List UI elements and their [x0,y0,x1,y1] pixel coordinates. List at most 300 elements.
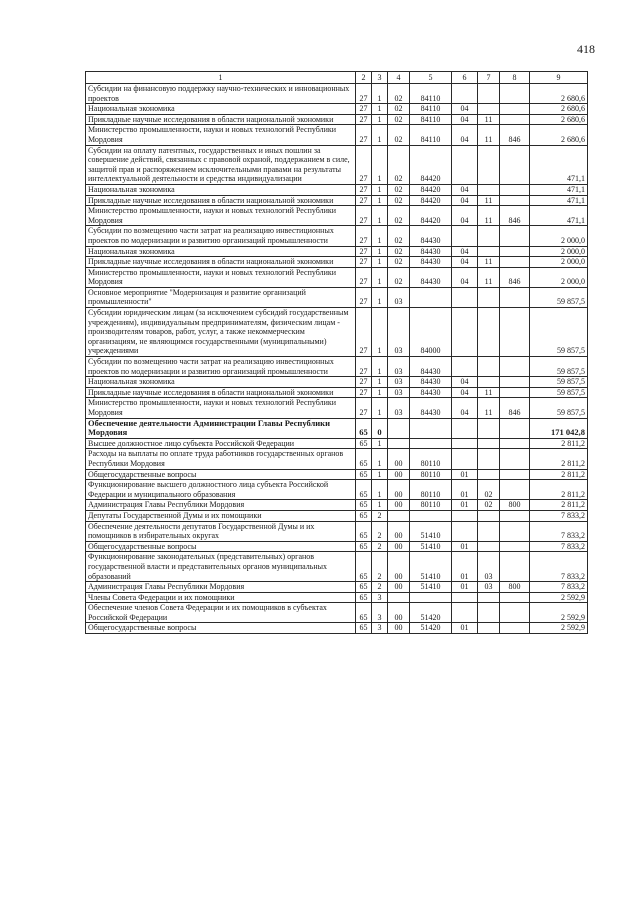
code-cell: 27 [356,308,372,357]
row-name: Субсидии по возмещению части затрат на реализацию инвестиционных проектов по модернизации и развитию организаций промышленности [86,357,356,377]
code-cell: 01 [452,582,478,593]
code-cell: 00 [388,449,410,469]
code-cell: 51410 [410,582,452,593]
code-cell [452,84,478,104]
code-cell: 03 [388,357,410,377]
table-row [86,623,588,634]
code-cell: 84430 [410,246,452,257]
code-cell [500,449,530,469]
amount-cell: 7 833,2 [530,552,588,582]
code-cell: 3 [372,623,388,634]
code-cell [478,377,500,388]
amount-cell: 7 833,2 [530,541,588,552]
code-cell [500,603,530,623]
code-cell: 01 [452,480,478,500]
row-name: Обеспечение деятельности Администрации Главы Республики Мордовия [86,418,356,438]
row-name: Общегосударственные вопросы [86,469,356,480]
code-cell: 84420 [410,206,452,226]
code-cell: 03 [388,377,410,388]
code-cell [478,84,500,104]
code-cell: 11 [478,257,500,268]
code-cell: 02 [388,145,410,184]
code-cell [500,623,530,634]
header-cell: 4 [388,72,410,84]
code-cell [500,84,530,104]
code-cell: 03 [388,287,410,307]
row-name: Прикладные научные исследования в области национальной экономики [86,257,356,268]
code-cell: 65 [356,541,372,552]
amount-cell: 2 680,6 [530,104,588,115]
header-cell: 7 [478,72,500,84]
table-row [86,357,588,377]
code-cell: 02 [388,267,410,287]
code-cell [500,377,530,388]
budget-table [85,71,588,634]
row-name: Национальная экономика [86,377,356,388]
amount-cell: 2 680,6 [530,84,588,104]
table-row [86,195,588,206]
code-cell: 27 [356,387,372,398]
code-cell: 84430 [410,267,452,287]
code-cell: 02 [388,246,410,257]
code-cell: 1 [372,257,388,268]
code-cell: 11 [478,267,500,287]
code-cell: 00 [388,541,410,552]
table-row [86,114,588,125]
code-cell [478,521,500,541]
code-cell [500,308,530,357]
code-cell: 1 [372,195,388,206]
code-cell: 00 [388,480,410,500]
code-cell: 3 [372,592,388,603]
code-cell [410,510,452,521]
code-cell [500,438,530,449]
code-cell: 02 [388,195,410,206]
amount-cell: 2 811,2 [530,469,588,480]
code-cell: 1 [372,308,388,357]
table-row [86,84,588,104]
code-cell: 84420 [410,195,452,206]
table-row [86,480,588,500]
code-cell: 65 [356,592,372,603]
code-cell: 65 [356,603,372,623]
amount-cell: 59 857,5 [530,308,588,357]
code-cell: 01 [452,552,478,582]
code-cell: 02 [388,84,410,104]
code-cell: 2 [372,521,388,541]
amount-cell: 2 000,0 [530,226,588,246]
code-cell: 51420 [410,623,452,634]
code-cell: 02 [388,104,410,115]
code-cell [452,418,478,438]
code-cell [452,521,478,541]
code-cell: 00 [388,603,410,623]
code-cell [478,603,500,623]
amount-cell: 59 857,5 [530,287,588,307]
row-name: Члены Совета Федерации и их помощники [86,592,356,603]
code-cell: 11 [478,387,500,398]
code-cell [410,438,452,449]
code-cell: 11 [478,195,500,206]
code-cell: 27 [356,104,372,115]
code-cell: 84110 [410,125,452,145]
amount-cell: 2 000,0 [530,267,588,287]
table-row [86,257,588,268]
code-cell: 80110 [410,480,452,500]
code-cell: 01 [452,541,478,552]
code-cell: 02 [478,500,500,511]
amount-cell: 59 857,5 [530,357,588,377]
code-cell: 3 [372,603,388,623]
code-cell [478,623,500,634]
code-cell [478,308,500,357]
amount-cell: 59 857,5 [530,387,588,398]
code-cell: 800 [500,582,530,593]
code-cell: 846 [500,206,530,226]
row-name: Субсидии юридическим лицам (за исключением субсидий государственным учреждениям), индивидуальным предпринимателям, физическим лицам - производителям товаров, работ, услуг, а также некоммерческим организациям, не являющимся государственными (муниципальными) учреждениями [86,308,356,357]
amount-cell: 59 857,5 [530,377,588,388]
code-cell: 84430 [410,377,452,388]
code-cell: 03 [388,387,410,398]
code-cell [500,592,530,603]
code-cell: 04 [452,114,478,125]
header-row [86,72,588,84]
code-cell: 27 [356,377,372,388]
table-row [86,418,588,438]
amount-cell: 7 833,2 [530,582,588,593]
table-row [86,287,588,307]
table-row [86,104,588,115]
code-cell: 04 [452,257,478,268]
code-cell: 65 [356,510,372,521]
code-cell [388,438,410,449]
row-name: Национальная экономика [86,184,356,195]
code-cell: 01 [452,500,478,511]
table-row [86,541,588,552]
code-cell: 27 [356,195,372,206]
code-cell: 04 [452,195,478,206]
code-cell: 27 [356,357,372,377]
row-name: Министерство промышленности, науки и новых технологий Республики Мордовия [86,398,356,418]
code-cell [478,418,500,438]
row-name: Депутаты Государственной Думы и их помощники [86,510,356,521]
header-cell: 1 [86,72,356,84]
code-cell: 1 [372,469,388,480]
code-cell: 27 [356,267,372,287]
table-row [86,387,588,398]
code-cell: 84430 [410,257,452,268]
code-cell: 1 [372,480,388,500]
code-cell: 27 [356,125,372,145]
amount-cell: 2 592,9 [530,623,588,634]
row-name: Субсидии по возмещению части затрат на реализацию инвестиционных проектов по модернизации и развитию организаций промышленности [86,226,356,246]
code-cell: 02 [388,257,410,268]
table-row [86,438,588,449]
code-cell: 2 [372,552,388,582]
code-cell [452,603,478,623]
page-number: 418 [577,42,595,56]
table-row [86,592,588,603]
row-name: Субсидии на финансовую поддержку научно-технических и инновационных проектов [86,84,356,104]
code-cell: 02 [388,226,410,246]
table-row [86,145,588,184]
code-cell: 04 [452,125,478,145]
row-name: Общегосударственные вопросы [86,541,356,552]
row-name: Расходы на выплаты по оплате труда работников государственных органов Республики Мордовия [86,449,356,469]
code-cell: 04 [452,206,478,226]
code-cell: 03 [478,582,500,593]
code-cell: 65 [356,552,372,582]
code-cell [410,592,452,603]
code-cell [478,145,500,184]
code-cell [500,521,530,541]
code-cell [388,592,410,603]
code-cell [478,438,500,449]
table-row [86,510,588,521]
code-cell [452,449,478,469]
table-row [86,184,588,195]
code-cell: 51410 [410,521,452,541]
code-cell: 1 [372,357,388,377]
code-cell: 02 [478,480,500,500]
code-cell: 65 [356,500,372,511]
code-cell: 2 [372,510,388,521]
header-cell: 6 [452,72,478,84]
amount-cell: 2 000,0 [530,257,588,268]
code-cell [452,592,478,603]
code-cell: 00 [388,623,410,634]
code-cell: 03 [388,308,410,357]
table-row [86,226,588,246]
table-row [86,267,588,287]
code-cell: 1 [372,246,388,257]
code-cell: 1 [372,184,388,195]
code-cell [478,246,500,257]
code-cell: 84420 [410,145,452,184]
code-cell: 2 [372,541,388,552]
code-cell: 04 [452,246,478,257]
code-cell: 65 [356,469,372,480]
code-cell [500,226,530,246]
table-row [86,377,588,388]
code-cell: 84430 [410,398,452,418]
amount-cell: 471,1 [530,184,588,195]
amount-cell: 2 811,2 [530,500,588,511]
code-cell [500,510,530,521]
code-cell: 65 [356,623,372,634]
code-cell: 1 [372,398,388,418]
code-cell: 03 [478,552,500,582]
code-cell: 02 [388,114,410,125]
code-cell: 65 [356,418,372,438]
code-cell [452,510,478,521]
amount-cell: 471,1 [530,145,588,184]
code-cell [388,418,410,438]
code-cell [452,226,478,246]
code-cell: 27 [356,246,372,257]
code-cell: 27 [356,398,372,418]
code-cell [478,226,500,246]
code-cell [500,104,530,115]
code-cell: 1 [372,206,388,226]
header-cell: 3 [372,72,388,84]
row-name: Национальная экономика [86,246,356,257]
code-cell: 11 [478,206,500,226]
table-row [86,582,588,593]
row-name: Высшее должностное лицо субъекта Российской Федерации [86,438,356,449]
code-cell: 65 [356,449,372,469]
amount-cell: 471,1 [530,195,588,206]
code-cell: 04 [452,377,478,388]
table-row [86,206,588,226]
code-cell: 04 [452,267,478,287]
row-name: Прикладные научные исследования в области национальной экономики [86,114,356,125]
code-cell: 01 [452,469,478,480]
row-name: Прикладные научные исследования в области национальной экономики [86,387,356,398]
code-cell: 84000 [410,308,452,357]
code-cell [500,195,530,206]
code-cell: 84110 [410,114,452,125]
code-cell: 1 [372,267,388,287]
code-cell: 00 [388,582,410,593]
code-cell: 27 [356,84,372,104]
code-cell: 1 [372,377,388,388]
table-row [86,500,588,511]
row-name: Обеспечение деятельности депутатов Государственной Думы и их помощников в избирательных округах [86,521,356,541]
code-cell: 51410 [410,541,452,552]
code-cell: 80110 [410,449,452,469]
code-cell [452,308,478,357]
code-cell: 27 [356,226,372,246]
code-cell [500,541,530,552]
code-cell [478,592,500,603]
code-cell [500,418,530,438]
code-cell [500,469,530,480]
code-cell [500,387,530,398]
code-cell [410,418,452,438]
code-cell: 65 [356,480,372,500]
code-cell: 04 [452,387,478,398]
row-name: Администрация Главы Республики Мордовия [86,500,356,511]
code-cell: 1 [372,387,388,398]
table-row [86,398,588,418]
code-cell: 84110 [410,104,452,115]
code-cell [452,145,478,184]
amount-cell: 2 680,6 [530,125,588,145]
code-cell [388,510,410,521]
row-name: Общегосударственные вопросы [86,623,356,634]
code-cell [478,357,500,377]
header-cell: 8 [500,72,530,84]
table-row [86,521,588,541]
code-cell [500,552,530,582]
code-cell: 02 [388,125,410,145]
code-cell: 51410 [410,552,452,582]
code-cell [478,184,500,195]
row-name: Прикладные научные исследования в области национальной экономики [86,195,356,206]
code-cell: 2 [372,582,388,593]
table-row [86,603,588,623]
code-cell: 27 [356,206,372,226]
amount-cell: 59 857,5 [530,398,588,418]
code-cell: 84430 [410,387,452,398]
code-cell: 65 [356,582,372,593]
code-cell: 84430 [410,357,452,377]
code-cell: 00 [388,500,410,511]
row-name: Субсидии на оплату патентных, государственных и иных пошлин за совершение действий, связанных с правовой охраной, поддержанием в силе, защитой прав и распоряжением исключительными правами на результаты интеллектуальной деятельности и средства индивидуализации [86,145,356,184]
row-name: Министерство промышленности, науки и новых технологий Республики Мордовия [86,267,356,287]
code-cell [500,246,530,257]
code-cell [500,184,530,195]
code-cell: 00 [388,552,410,582]
code-cell [478,287,500,307]
amount-cell: 471,1 [530,206,588,226]
amount-cell: 2 811,2 [530,449,588,469]
amount-cell: 171 042,8 [530,418,588,438]
code-cell: 04 [452,104,478,115]
code-cell: 846 [500,125,530,145]
code-cell: 00 [388,469,410,480]
code-cell: 846 [500,398,530,418]
code-cell [500,257,530,268]
code-cell: 02 [388,184,410,195]
code-cell: 51420 [410,603,452,623]
row-name: Национальная экономика [86,104,356,115]
code-cell [500,287,530,307]
code-cell: 80110 [410,469,452,480]
row-name: Министерство промышленности, науки и новых технологий Республики Мордовия [86,125,356,145]
code-cell [478,541,500,552]
amount-cell: 7 833,2 [530,510,588,521]
amount-cell: 2 000,0 [530,246,588,257]
code-cell: 11 [478,398,500,418]
amount-cell: 7 833,2 [530,521,588,541]
row-name: Основное мероприятие "Модернизация и развитие организаций промышленности" [86,287,356,307]
amount-cell: 2 811,2 [530,438,588,449]
code-cell: 1 [372,145,388,184]
code-cell: 65 [356,521,372,541]
header-cell: 2 [356,72,372,84]
code-cell: 02 [388,206,410,226]
amount-cell: 2 811,2 [530,480,588,500]
code-cell: 1 [372,287,388,307]
code-cell: 03 [388,398,410,418]
code-cell [452,357,478,377]
code-cell: 27 [356,145,372,184]
code-cell: 11 [478,114,500,125]
code-cell: 1 [372,500,388,511]
amount-cell: 2 592,9 [530,592,588,603]
amount-cell: 2 680,6 [530,114,588,125]
table-row [86,449,588,469]
table-row [86,469,588,480]
row-name: Функционирование законодательных (представительных) органов государственной власти и представительных органов муниципальных образований [86,552,356,582]
code-cell [452,287,478,307]
code-cell [452,438,478,449]
code-cell: 84110 [410,84,452,104]
header-cell: 5 [410,72,452,84]
code-cell [500,480,530,500]
code-cell: 27 [356,257,372,268]
row-name: Администрация Главы Республики Мордовия [86,582,356,593]
table-row [86,125,588,145]
code-cell [478,104,500,115]
table-row [86,308,588,357]
code-cell: 846 [500,267,530,287]
row-name: Министерство промышленности, науки и новых технологий Республики Мордовия [86,206,356,226]
code-cell: 84420 [410,184,452,195]
code-cell: 65 [356,438,372,449]
